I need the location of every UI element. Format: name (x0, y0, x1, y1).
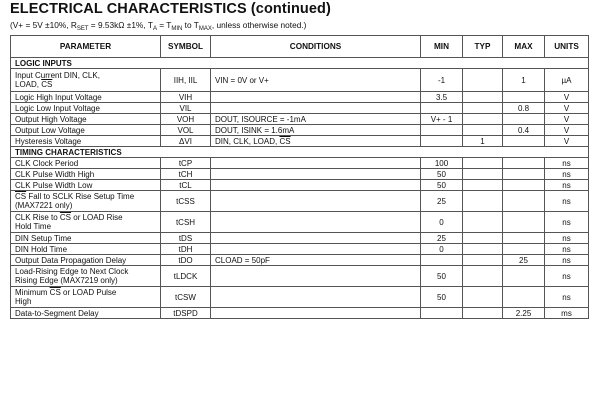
units-cell: ns (545, 158, 589, 169)
units-cell: ns (545, 266, 589, 287)
typ-cell (463, 69, 503, 92)
param-cell: Minimum $\overline{CS}$ or LOAD Pulse High (11, 287, 161, 308)
min-cell: 25 (421, 233, 463, 244)
min-cell: 0 (421, 244, 463, 255)
max-cell (503, 266, 545, 287)
min-cell: 50 (421, 180, 463, 191)
max-cell (503, 136, 545, 147)
max-cell (503, 158, 545, 169)
param-cell: CLK Pulse Width Low (11, 180, 161, 191)
param-cell: Data-to-Segment Delay (11, 308, 161, 319)
units-cell: V (545, 125, 589, 136)
typ-cell (463, 212, 503, 233)
symbol-cell: tDSPD (161, 308, 211, 319)
table-row (11, 169, 589, 180)
typ-cell (463, 255, 503, 266)
conditions-cell (211, 287, 421, 308)
symbol-cell: VOH (161, 114, 211, 125)
conditions-cell (211, 212, 421, 233)
symbol-cell: tCSS (161, 191, 211, 212)
symbol-cell: tCL (161, 180, 211, 191)
units-cell: V (545, 103, 589, 114)
section-row (11, 58, 589, 69)
units-cell: ns (545, 244, 589, 255)
typ-cell (463, 180, 503, 191)
units-cell: ns (545, 287, 589, 308)
conditions-cell (211, 180, 421, 191)
max-cell (503, 92, 545, 103)
min-cell (421, 308, 463, 319)
conditions-cell (211, 266, 421, 287)
param-cell: Output High Voltage (11, 114, 161, 125)
max-cell (503, 169, 545, 180)
min-cell (421, 125, 463, 136)
conditions-cell: DOUT, ISOURCE = -1mA (211, 114, 421, 125)
table-row (11, 233, 589, 244)
table-row (11, 287, 589, 308)
conditions-cell: VIN = 0V or V+ (211, 69, 421, 92)
units-cell: ns (545, 191, 589, 212)
conditions-cell (211, 169, 421, 180)
typ-cell (463, 125, 503, 136)
table-row (11, 92, 589, 103)
param-cell: DIN Setup Time (11, 233, 161, 244)
table-row (11, 103, 589, 114)
param-cell: Output Low Voltage (11, 125, 161, 136)
typ-cell (463, 103, 503, 114)
conditions-cell (211, 191, 421, 212)
symbol-cell: tCSW (161, 287, 211, 308)
header-conditions: CONDITIONS (211, 36, 421, 58)
min-cell: V+ - 1 (421, 114, 463, 125)
typ-cell (463, 92, 503, 103)
table-row (11, 180, 589, 191)
param-cell: Logic Low Input Voltage (11, 103, 161, 114)
page-title: ELECTRICAL CHARACTERISTICS (continued) (10, 1, 331, 17)
max-cell: 0.4 (503, 125, 545, 136)
conditions-cell (211, 233, 421, 244)
max-cell (503, 212, 545, 233)
table-row (11, 158, 589, 169)
symbol-cell: VIL (161, 103, 211, 114)
param-cell: Input Current DIN, CLK, LOAD, $\overline{CS}$ (11, 69, 161, 92)
symbol-cell: tCP (161, 158, 211, 169)
param-cell: Logic High Input Voltage (11, 92, 161, 103)
conditions-cell (211, 308, 421, 319)
min-cell: 3.5 (421, 92, 463, 103)
min-cell: 50 (421, 266, 463, 287)
table-row (11, 266, 589, 287)
max-cell: 25 (503, 255, 545, 266)
min-cell (421, 103, 463, 114)
max-cell (503, 191, 545, 212)
conditions-cell (211, 103, 421, 114)
units-cell: ns (545, 255, 589, 266)
param-cell: Hysteresis Voltage (11, 136, 161, 147)
table-row (11, 125, 589, 136)
symbol-cell: tDO (161, 255, 211, 266)
header-symbol: SYMBOL (161, 36, 211, 58)
max-cell: 0.8 (503, 103, 545, 114)
symbol-cell: tLDCK (161, 266, 211, 287)
section-logic-inputs: LOGIC INPUTS (11, 58, 589, 69)
header-parameter: PARAMETER (11, 36, 161, 58)
symbol-cell: tCH (161, 169, 211, 180)
min-cell: 50 (421, 169, 463, 180)
table-row (11, 244, 589, 255)
min-cell (421, 255, 463, 266)
typ-cell (463, 169, 503, 180)
param-cell: $\overline{CS}$ Fall to SCLK Rise Setup Time (MAX7221 only) (11, 191, 161, 212)
min-cell: -1 (421, 69, 463, 92)
units-cell: ms (545, 308, 589, 319)
units-cell: ns (545, 169, 589, 180)
header-min: MIN (421, 36, 463, 58)
conditions-cell: DOUT, ISINK = 1.6mA (211, 125, 421, 136)
table-row (11, 308, 589, 319)
header-units: UNITS (545, 36, 589, 58)
conditions-cell (211, 244, 421, 255)
electrical-characteristics-table (10, 35, 589, 319)
typ-cell (463, 287, 503, 308)
max-cell (503, 180, 545, 191)
symbol-cell: tDS (161, 233, 211, 244)
typ-cell (463, 266, 503, 287)
table-row (11, 69, 589, 92)
table-header-row (11, 36, 589, 58)
section-row (11, 147, 589, 158)
table-row (11, 212, 589, 233)
min-cell: 50 (421, 287, 463, 308)
max-cell: 1 (503, 69, 545, 92)
typ-cell (463, 158, 503, 169)
min-cell: 0 (421, 212, 463, 233)
header-max: MAX (503, 36, 545, 58)
max-cell (503, 287, 545, 308)
max-cell: 2.25 (503, 308, 545, 319)
param-cell: DIN Hold Time (11, 244, 161, 255)
table-row (11, 114, 589, 125)
units-cell: ns (545, 180, 589, 191)
units-cell: ns (545, 233, 589, 244)
param-cell: CLK Clock Period (11, 158, 161, 169)
typ-cell: 1 (463, 136, 503, 147)
units-cell: µA (545, 69, 589, 92)
min-cell: 100 (421, 158, 463, 169)
typ-cell (463, 114, 503, 125)
table-row (11, 136, 589, 147)
symbol-cell: VOL (161, 125, 211, 136)
symbol-cell: ΔVI (161, 136, 211, 147)
typ-cell (463, 233, 503, 244)
typ-cell (463, 244, 503, 255)
param-cell: Output Data Propagation Delay (11, 255, 161, 266)
param-cell: CLK Rise to $\overline{CS}$ or LOAD Rise Hold Time (11, 212, 161, 233)
units-cell: ns (545, 212, 589, 233)
table-row (11, 191, 589, 212)
units-cell: V (545, 92, 589, 103)
conditions-subtitle: (V+ = 5V ±10%, RSET = 9.53kΩ ±1%, TA = TMIN to TMAX, unless otherwise noted.) (10, 20, 307, 32)
conditions-cell: DIN, CLK, LOAD, $\overline{CS}$ (211, 136, 421, 147)
symbol-cell: IIH, IIL (161, 69, 211, 92)
conditions-cell (211, 158, 421, 169)
min-cell: 25 (421, 191, 463, 212)
header-typ: TYP (463, 36, 503, 58)
symbol-cell: tDH (161, 244, 211, 255)
units-cell: V (545, 114, 589, 125)
typ-cell (463, 191, 503, 212)
max-cell (503, 114, 545, 125)
section-timing-characteristics: TIMING CHARACTERISTICS (11, 147, 589, 158)
param-cell: Load-Rising Edge to Next Clock Rising Edge (MAX7219 only) (11, 266, 161, 287)
min-cell (421, 136, 463, 147)
conditions-cell (211, 92, 421, 103)
units-cell: V (545, 136, 589, 147)
symbol-cell: tCSH (161, 212, 211, 233)
typ-cell (463, 308, 503, 319)
max-cell (503, 244, 545, 255)
symbol-cell: VIH (161, 92, 211, 103)
max-cell (503, 233, 545, 244)
param-cell: CLK Pulse Width High (11, 169, 161, 180)
table-row (11, 255, 589, 266)
conditions-cell: CLOAD = 50pF (211, 255, 421, 266)
